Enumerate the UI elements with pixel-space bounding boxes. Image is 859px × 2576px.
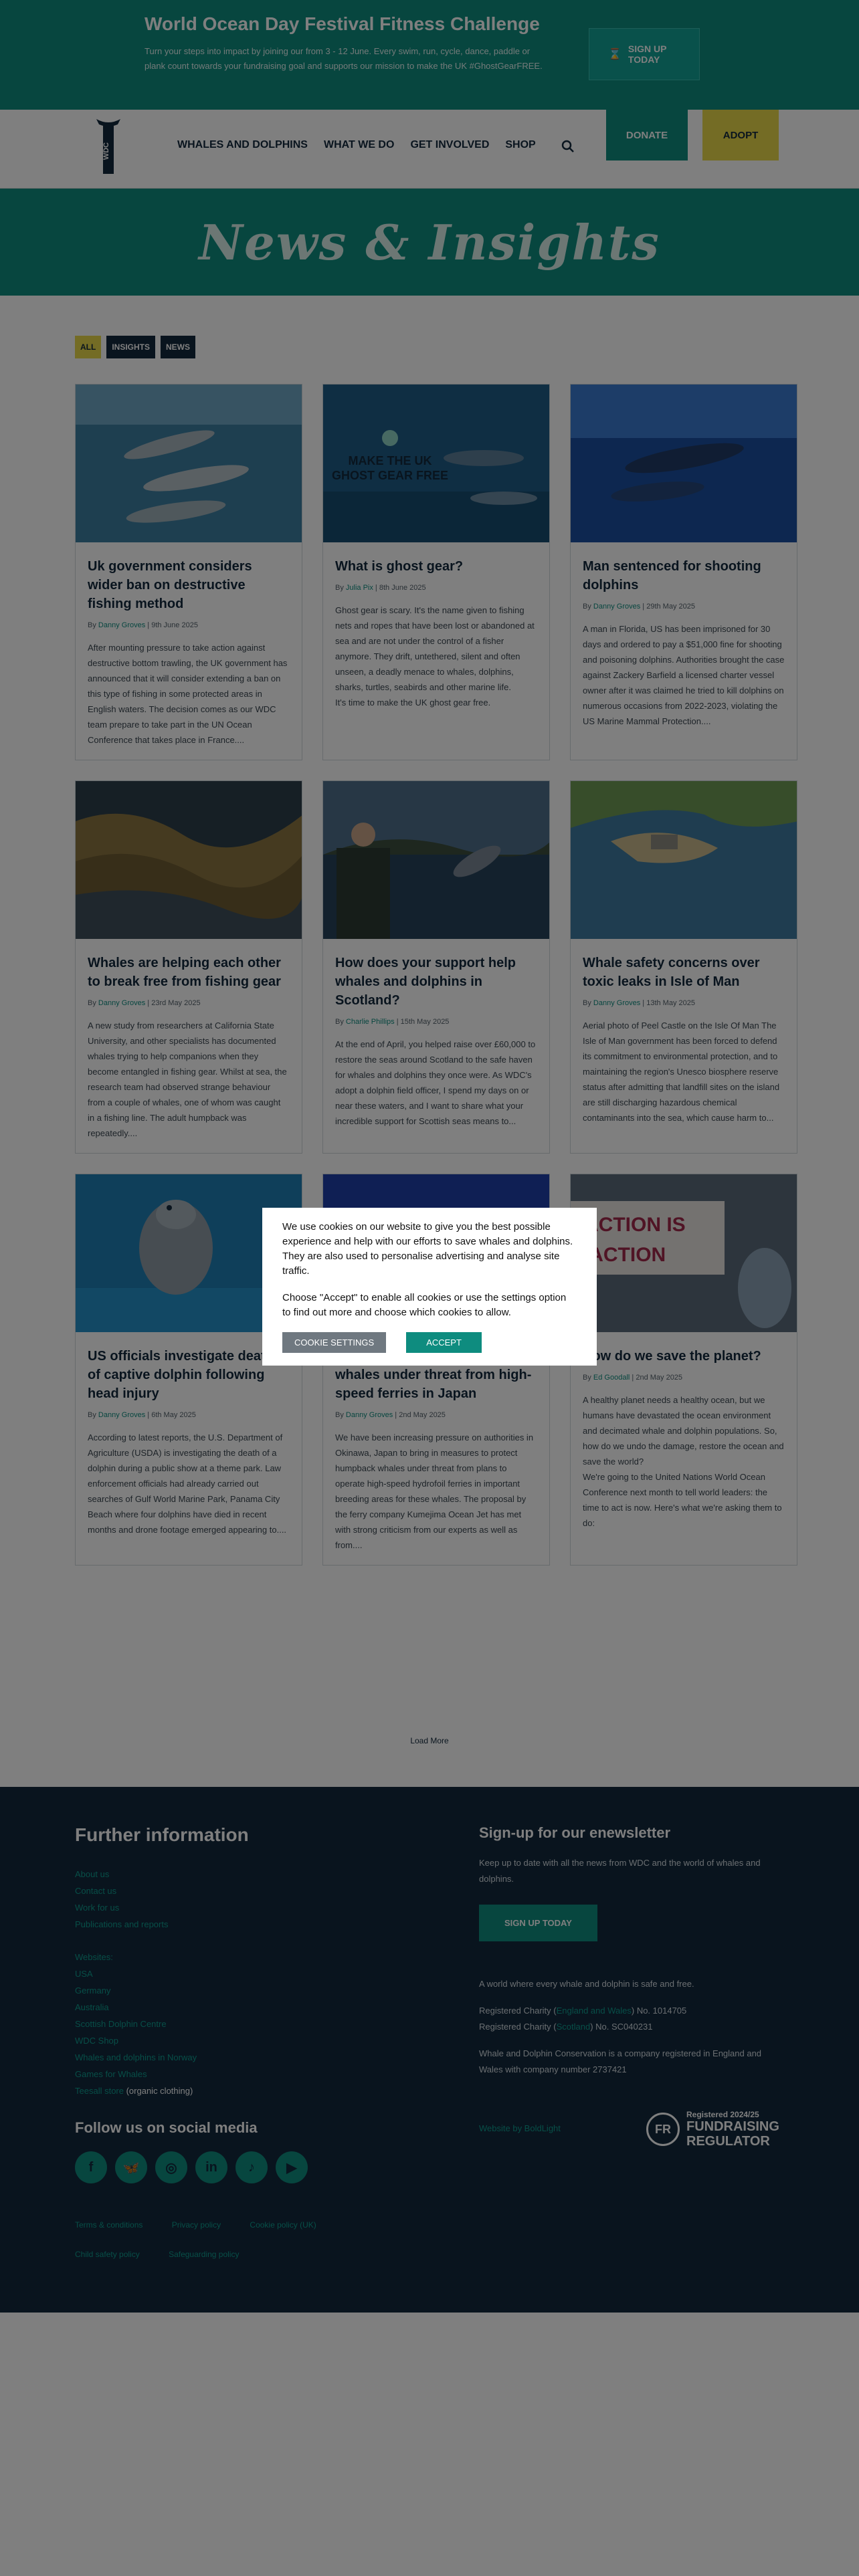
- cookie-settings-button[interactable]: COOKIE SETTINGS: [282, 1332, 386, 1353]
- cookie-accept-button[interactable]: ACCEPT: [406, 1332, 482, 1353]
- cookie-text-1: We use cookies on our website to give you the best possible experience and help with our efforts to save whales and dolphins. They are also used to personalise advertising and analyse site traffic.: [282, 1221, 573, 1277]
- cookie-text-2: Choose "Accept" to enable all cookies or use the settings option to find out more and choose which cookies to allow.: [282, 1292, 567, 1318]
- cookie-consent-dialog: [262, 1208, 597, 1366]
